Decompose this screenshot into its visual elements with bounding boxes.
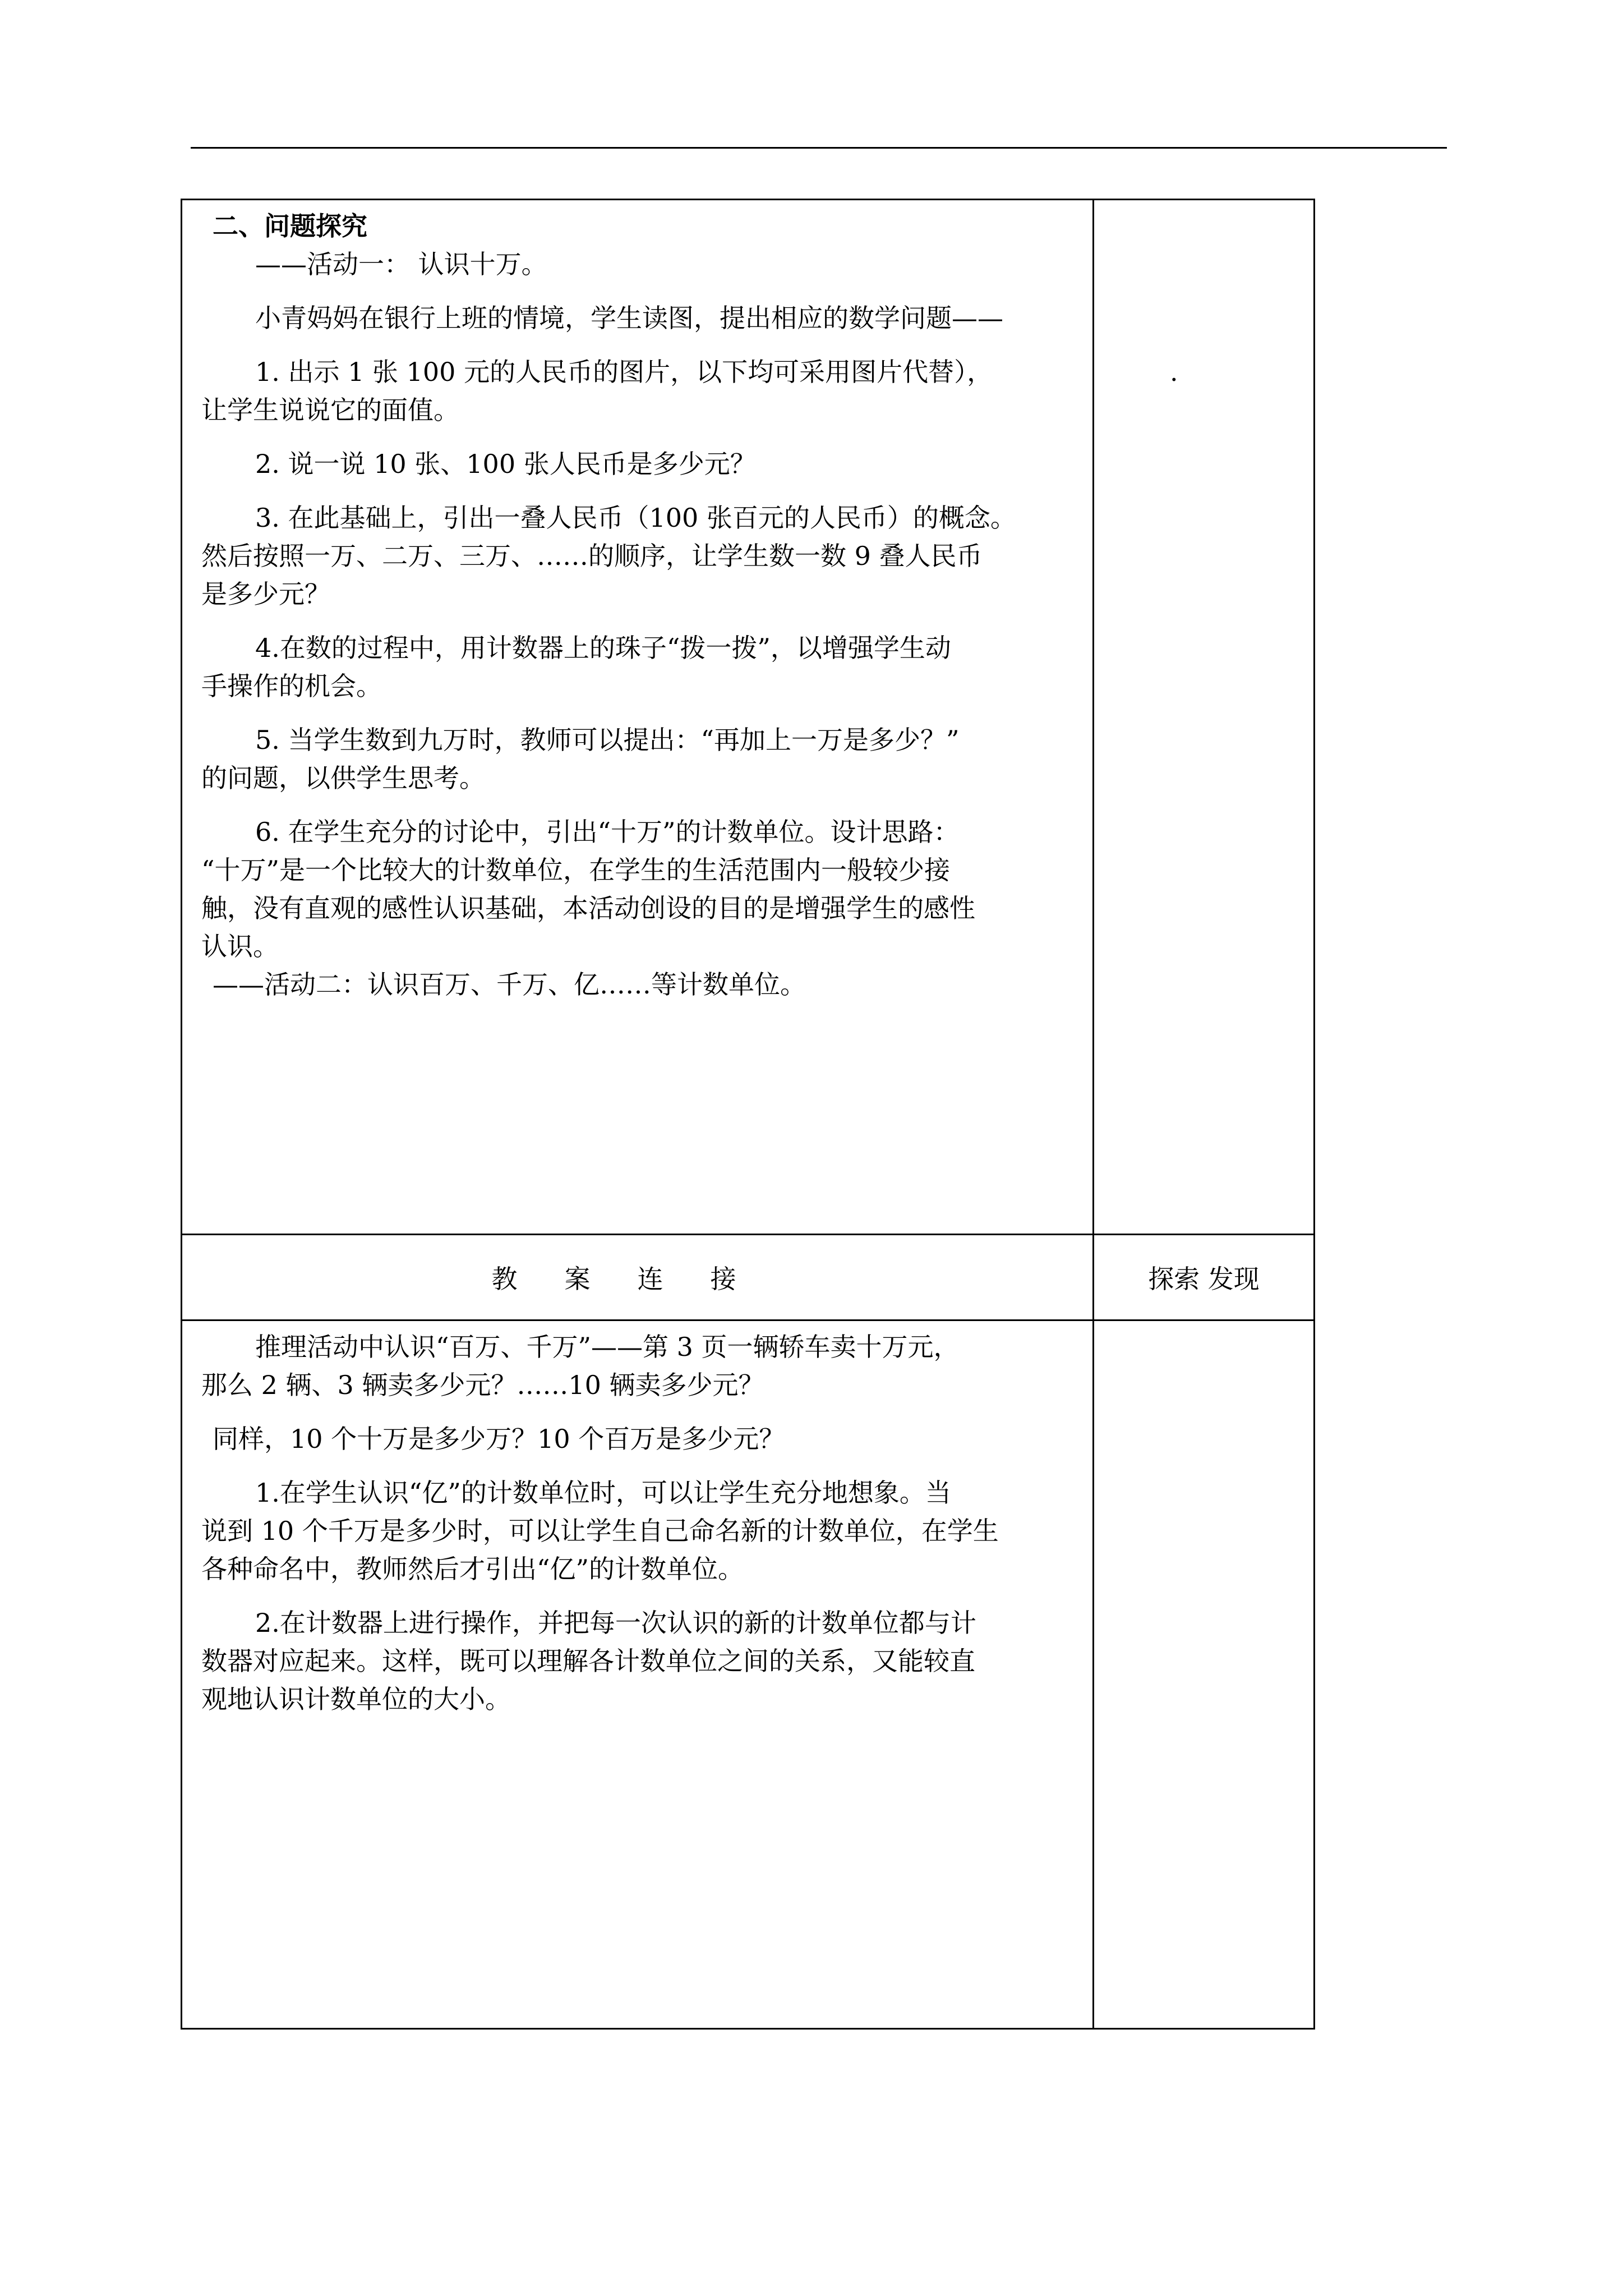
section-heading: 二、问题探究 [213,211,367,241]
intro-text: 小青妈妈在银行上班的情境，学生读图，提出相应的数学问题—— [255,303,1003,333]
activity-two-title: ——活动二：认识百万、千万、亿……等计数单位。 [213,969,806,1000]
item-3-line-2: 然后按照一万、二万、三万、……的顺序，让学生数一数 9 叠人民币 [201,541,983,571]
item-1-line-2: 让学生说说它的面值。 [201,395,459,425]
item-6-line-2: “十万”是一个比较大的计数单位，在学生的生活范围内一般较少接 [201,855,951,885]
reasoning-line-1: 推理活动中认识“百万、千万”——第 3 页一辆轿车卖十万元， [255,1332,960,1362]
reasoning-line-2: 那么 2 辆、3 辆卖多少元？……10 辆卖多少元？ [201,1370,764,1400]
table-row-link [182,1320,1315,2029]
yi-item-line-1: 1.在学生认识“亿”的计数单位时，可以让学生充分地想象。当 [255,1478,951,1508]
yi-item-line-2: 说到 10 个千万是多少时，可以让学生自己命名新的计数单位，在学生 [201,1516,999,1546]
counter-item-line-2: 数器对应起来。这样，既可以理解各计数单位之间的关系，又能较直 [201,1646,975,1676]
item-4-line-1: 4.在数的过程中，用计数器上的珠子“拨一拨”，以增强学生动 [255,633,951,663]
item-6-line-3: 触，没有直观的感性认识基础，本活动创设的目的是增强学生的感性 [201,893,975,923]
header-rule [191,147,1447,149]
table-row-header [182,1235,1315,1320]
explore-discover-title: 探索 发现 [1148,1264,1260,1294]
item-4-line-2: 手操作的机会。 [201,671,382,701]
counter-item-line-1: 2.在计数器上进行操作，并把每一次认识的新的计数单位都与计 [255,1608,976,1638]
item-1-line-1: 1. 出示 1 张 100 元的人民币的图片，以下均可采用图片代替）， [255,357,993,387]
item-3-line-1: 3. 在此基础上，引出一叠人民币（100 张百元的人民币）的概念。 [255,503,1016,533]
table-row-exploration [182,200,1315,1235]
item-6-line-4: 认识。 [201,931,279,961]
explore-discover-header [1094,1235,1315,1320]
similarly-line: 同样，10 个十万是多少万？10 个百万是多少元？ [213,1424,785,1454]
lesson-link-header [182,1235,1094,1320]
counter-item-line-3: 观地认识计数单位的大小。 [201,1684,511,1714]
item-2: 2. 说一说 10 张、100 张人民币是多少元？ [255,449,756,479]
lesson-link-title: 教案连接 [491,1264,783,1294]
item-5-line-2: 的问题，以供学生思考。 [201,763,485,793]
item-5-line-1: 5. 当学生数到九万时，教师可以提出：“再加上一万是多少？” [255,725,960,755]
exploration-cell [182,200,1094,1235]
lesson-link-cell [182,1320,1094,2029]
activity-one-title: ——活动一： 认识十万。 [255,249,547,279]
lesson-plan-table [181,199,1315,2030]
notes-cell-top [1094,200,1315,1235]
item-6-line-1: 6. 在学生充分的讨论中，引出“十万”的计数单位。设计思路： [255,817,960,847]
item-3-line-3: 是多少元？ [201,579,330,609]
yi-item-line-3: 各种命名中，教师然后才引出“亿”的计数单位。 [201,1554,744,1584]
notes-cell-bottom [1094,1320,1315,2029]
side-mark: . [1170,357,1178,387]
